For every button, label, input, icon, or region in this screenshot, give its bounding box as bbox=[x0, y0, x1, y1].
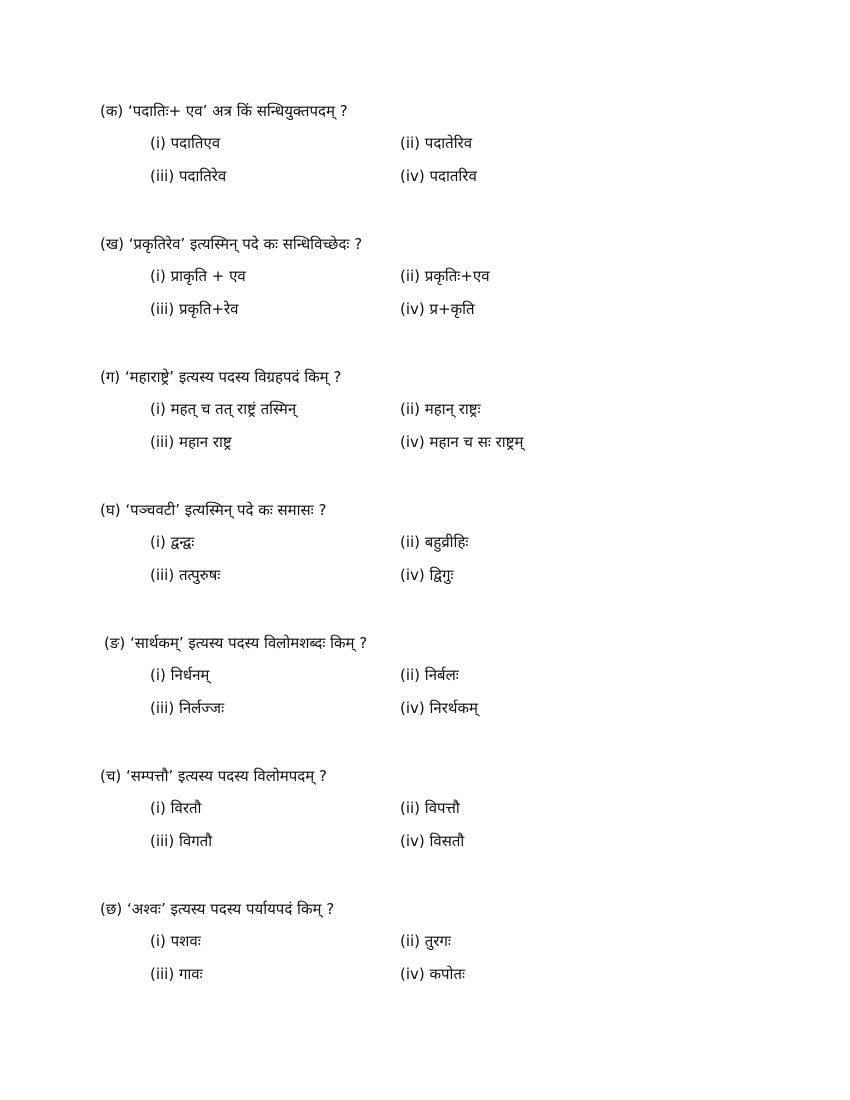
question-nga bbox=[104, 633, 804, 731]
options-row bbox=[100, 931, 800, 964]
question-text: (घ) ‘पञ्चवटी’ इत्यस्मिन् पदे कः समासः ? bbox=[100, 501, 327, 519]
option-iii: (iii) प्रकृति+रेव bbox=[150, 300, 239, 318]
option-i: (i) महत् च तत् राष्ट्रं तस्मिन् bbox=[150, 400, 297, 418]
options-row bbox=[100, 565, 800, 598]
option-ii: (ii) बहुव्रीहिः bbox=[400, 533, 469, 551]
options-row bbox=[100, 299, 800, 332]
options-row bbox=[100, 166, 800, 199]
option-ii: (ii) तुरगः bbox=[400, 932, 451, 950]
option-i: (i) पदातिएव bbox=[150, 134, 221, 152]
option-iii: (iii) पदातिरेव bbox=[150, 167, 227, 185]
options-row bbox=[100, 432, 800, 465]
options-row bbox=[100, 964, 800, 997]
option-iv: (iv) द्विगुः bbox=[400, 566, 454, 584]
option-iv: (iv) पदातरिव bbox=[400, 167, 477, 185]
option-i: (i) पशवः bbox=[150, 932, 201, 950]
options-row bbox=[100, 399, 800, 432]
option-i: (i) विरतौ bbox=[150, 799, 202, 817]
options-row bbox=[104, 665, 804, 698]
option-iii: (iii) महान राष्ट्र bbox=[150, 433, 232, 451]
option-iv: (iv) कपोतः bbox=[400, 965, 466, 983]
option-iii: (iii) विगतौ bbox=[150, 832, 213, 850]
options-row bbox=[100, 532, 800, 565]
option-i: (i) द्वन्द्वः bbox=[150, 533, 195, 551]
question-gha bbox=[100, 500, 800, 598]
question-text: (छ) ‘अश्वः’ इत्यस्य पदस्य पर्यायपदं किम् ? bbox=[100, 900, 335, 918]
option-iv: (iv) प्र+कृति bbox=[400, 300, 475, 318]
option-ii: (ii) महान् राष्ट्रः bbox=[400, 400, 481, 418]
options-row bbox=[100, 266, 800, 299]
option-iii: (iii) तत्पुरुषः bbox=[150, 566, 221, 584]
option-ii: (ii) निर्बलः bbox=[400, 666, 459, 684]
question-cha bbox=[100, 766, 800, 864]
option-iv: (iv) महान च सः राष्ट्रम् bbox=[400, 433, 524, 451]
options-row bbox=[100, 831, 800, 864]
question-ka bbox=[100, 101, 800, 199]
option-ii: (ii) पदातेरिव bbox=[400, 134, 473, 152]
question-text: (ख) ‘प्रकृतिरेव’ इत्यस्मिन् पदे कः सन्धिविच्छेदः ? bbox=[100, 235, 363, 253]
options-row bbox=[104, 698, 804, 731]
question-chha bbox=[100, 899, 800, 997]
question-text: (ङ) ‘सार्थकम्’ इत्यस्य पदस्य विलोमशब्दः किम् ? bbox=[104, 634, 368, 652]
question-kha bbox=[100, 234, 800, 332]
question-text: (ग) ‘महाराष्ट्रे’ इत्यस्य पदस्य विग्रहपदं किम् ? bbox=[100, 368, 342, 386]
options-row bbox=[100, 798, 800, 831]
question-text: (क) ‘पदातिः+ एव’ अत्र किं सन्धियुक्तपदम् ? bbox=[100, 102, 348, 120]
option-i: (i) प्राकृति + एव bbox=[150, 267, 246, 285]
option-ii: (ii) प्रकृतिः+एव bbox=[400, 267, 490, 285]
option-i: (i) निर्धनम् bbox=[150, 666, 210, 684]
option-iv: (iv) विसतौ bbox=[400, 832, 465, 850]
question-text: (च) ‘सम्पत्तौ’ इत्यस्य पदस्य विलोमपदम् ? bbox=[100, 767, 327, 785]
option-ii: (ii) विपत्तौ bbox=[400, 799, 460, 817]
option-iv: (iv) निरर्थकम् bbox=[400, 699, 478, 717]
question-ga bbox=[100, 367, 800, 465]
option-iii: (iii) निर्लज्जः bbox=[150, 699, 225, 717]
option-iii: (iii) गावः bbox=[150, 965, 203, 983]
options-row bbox=[100, 133, 800, 166]
